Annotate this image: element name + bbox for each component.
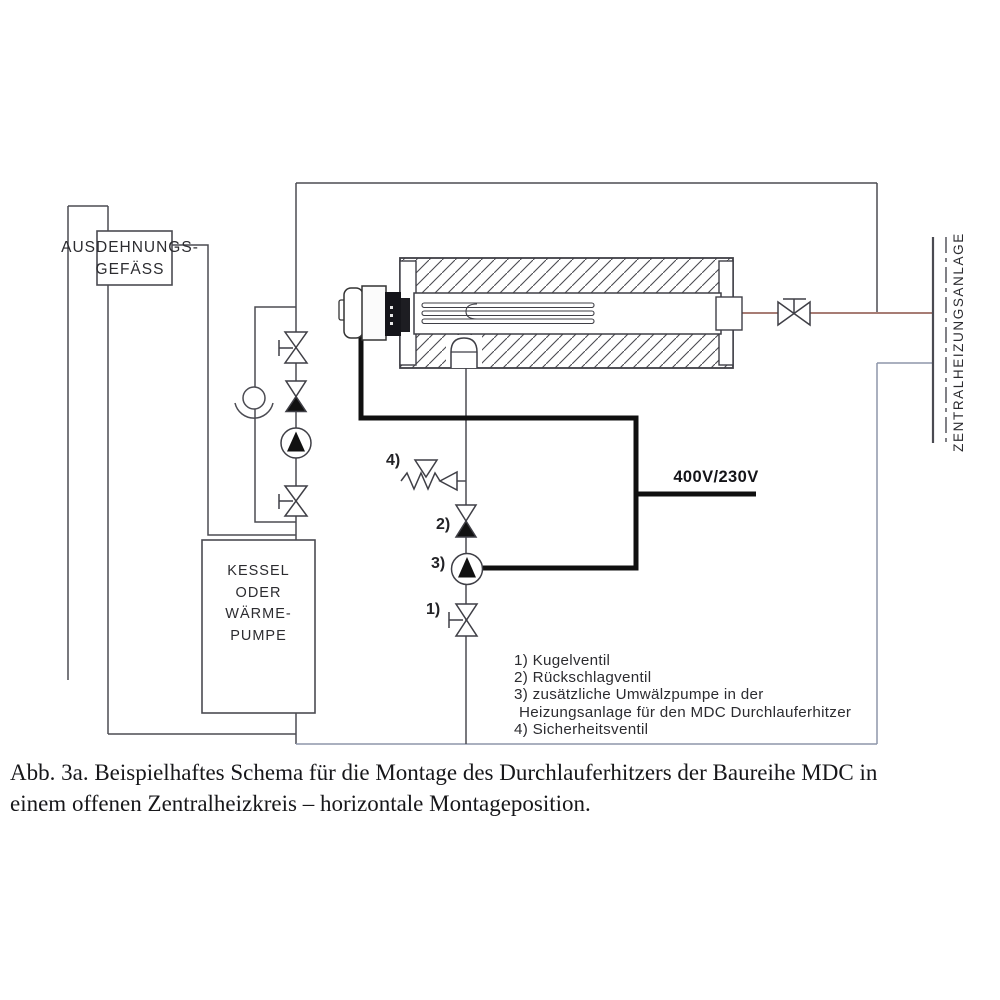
boiler-label-line4: PUMPE [230,627,287,644]
legend-item-1: 1) Kugelventil [514,652,611,669]
ball-valve-icon [279,332,307,363]
pump-icon [281,428,311,458]
callout-4: 4) [386,452,401,469]
expansion-vessel-label-line2: GEFÄSS [95,261,165,278]
caption-line2: einem offenen Zentralheizkreis – horizontale Montageposition. [10,791,591,816]
ball-valve-icon [279,486,307,516]
callout-1: 1) [426,601,441,618]
power-cable [361,336,756,568]
legend-item-4: 4) Sicherheitsventil [514,720,649,738]
legend-item-3-continuation: Heizungsanlage für den MDC Durchlauferhitzer [519,703,852,721]
callout-2: 2) [436,516,451,533]
check-valve-icon [286,381,306,412]
legend [514,652,884,738]
caption-line1: Abb. 3a. Beispielhaftes Schema für die Montage des Durchlauferhitzers der Baureihe MDC in [10,760,878,785]
expansion-funnel-icon [235,387,273,418]
heater-outlet-fitting [716,297,742,330]
ball-valve-icon [449,604,477,636]
expansion-vessel-label [34,237,226,281]
legend-item-2: 2) Rückschlagventil [514,669,652,687]
callout-3: 3) [431,555,446,572]
power-voltage-label: 400V/230V [673,468,759,486]
heater-bottom-port [446,335,482,368]
gate-valve-icon [778,299,810,325]
funnel-branch-upper [255,307,296,387]
vessel-to-boiler-pipe [172,245,296,535]
figure-caption [10,757,992,819]
expansion-vessel-label-line1: AUSDEHNUNGS- [61,239,199,256]
boiler-label-line1: KESSEL [227,563,290,579]
boiler-label [202,561,315,647]
boiler-label-line2: ODER [235,584,282,601]
heater-assembly [339,258,742,368]
central-heating-label: ZENTRALHEIZUNGSANLAGE [951,232,966,452]
boiler-label-line3: WÄRME- [225,606,292,622]
heating-element-rods [422,303,594,324]
legend-item-3: 3) zusätzliche Umwälzpumpe in der [514,686,764,704]
funnel-branch-lower [255,409,296,522]
heater-plug-head [339,286,410,340]
boiler-line-fittings [279,332,311,516]
